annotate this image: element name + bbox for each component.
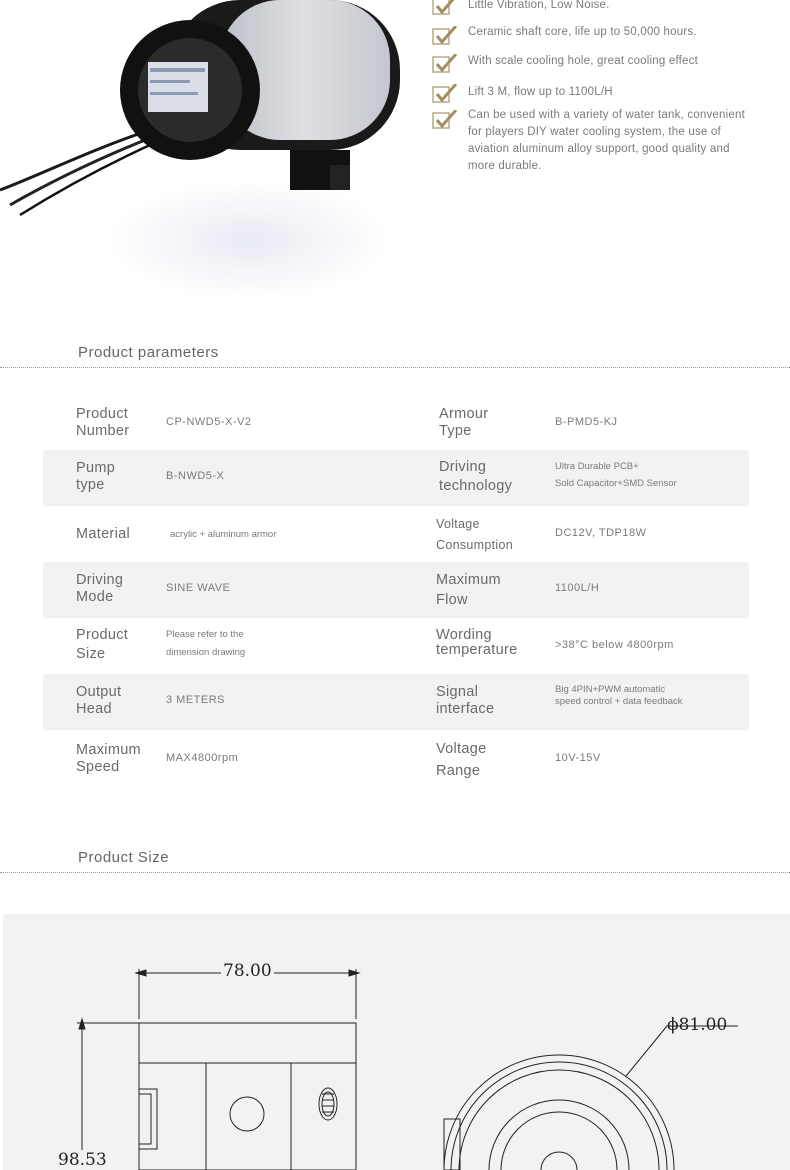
param-value: 10V-15V [555,752,601,764]
param-value: speed control + data feedback [555,696,683,707]
param-label: Maximum Flow [436,572,501,608]
param-label: Driving technology [439,459,513,494]
param-label: Signal interface [436,684,495,717]
checkmark-icon [432,110,458,130]
param-value: >38°C below 4800rpm [555,639,674,651]
param-value: Sold Capacitor+SMD Sensor [555,478,677,489]
param-value: DC12V, TDP18W [555,527,647,539]
feature-text: With scale cooling hole, great cooling effect [468,55,698,67]
checkmark-icon [432,26,458,46]
size-section-title: Product Size [78,849,170,866]
param-label: Armour Type [439,406,489,439]
params-row [43,506,749,562]
params-row [43,618,749,674]
param-label: Voltage Range [436,741,487,779]
params-row [43,730,749,786]
divider [0,367,790,368]
param-value: Ultra Durable PCB+ [555,461,639,472]
param-value: dimension drawing [166,647,246,658]
feature-text: Ceramic shaft core, life up to 50,000 hours. [468,26,697,38]
param-label: Maximum Speed [76,742,141,775]
param-value: 3 METERS [166,694,226,706]
feature-text: Little Vibration, Low Noise. [468,0,610,11]
param-label: Wording temperature [436,627,518,658]
feature-text: Can be used with a variety of water tank, convenient for players DIY water cooling system, the use of aviation aluminum alloy support, good quality and more durable. [468,109,745,172]
divider [0,872,790,873]
param-value: Big 4PIN+PWM automatic [555,684,666,695]
params-table [43,394,749,786]
param-value: CP-NWD5-X-V2 [166,416,252,428]
params-row [43,562,749,618]
hero-section [0,0,790,330]
param-label: Output Head [76,684,122,717]
feature-text: Lift 3 M, flow up to 1100L/H [468,86,613,98]
checkmark-icon [432,84,458,104]
param-value: B-PMD5-KJ [555,416,618,428]
dimension-drawing [3,914,790,1170]
params-section-title: Product parameters [78,344,219,361]
param-label: Voltage Consumption [436,517,513,552]
param-label: Product Size [76,627,129,662]
param-label: Product Number [76,406,130,439]
param-value: acrylic + aluminum armor [170,529,277,540]
param-label: Material [76,526,130,542]
params-row [43,394,749,450]
param-value: Please refer to the [166,629,244,640]
checkmark-icon [432,0,458,16]
width-dimension-label: 78.00 [223,961,272,981]
param-value: MAX4800rpm [166,752,239,764]
param-label: Driving Mode [76,572,124,605]
pump-product-image [0,0,430,320]
param-value: 1100L/H [555,582,600,594]
height-dimension-label: 98.53 [58,1150,107,1170]
param-value: SINE WAVE [166,582,231,594]
params-row [43,450,749,506]
param-value: B-NWD5-X [166,470,225,482]
technical-drawing [3,914,790,1170]
diameter-dimension-label: ϕ81.00 [667,1015,728,1035]
checkmark-icon [432,54,458,74]
params-row [43,674,749,730]
param-label: Pump type [76,460,116,493]
